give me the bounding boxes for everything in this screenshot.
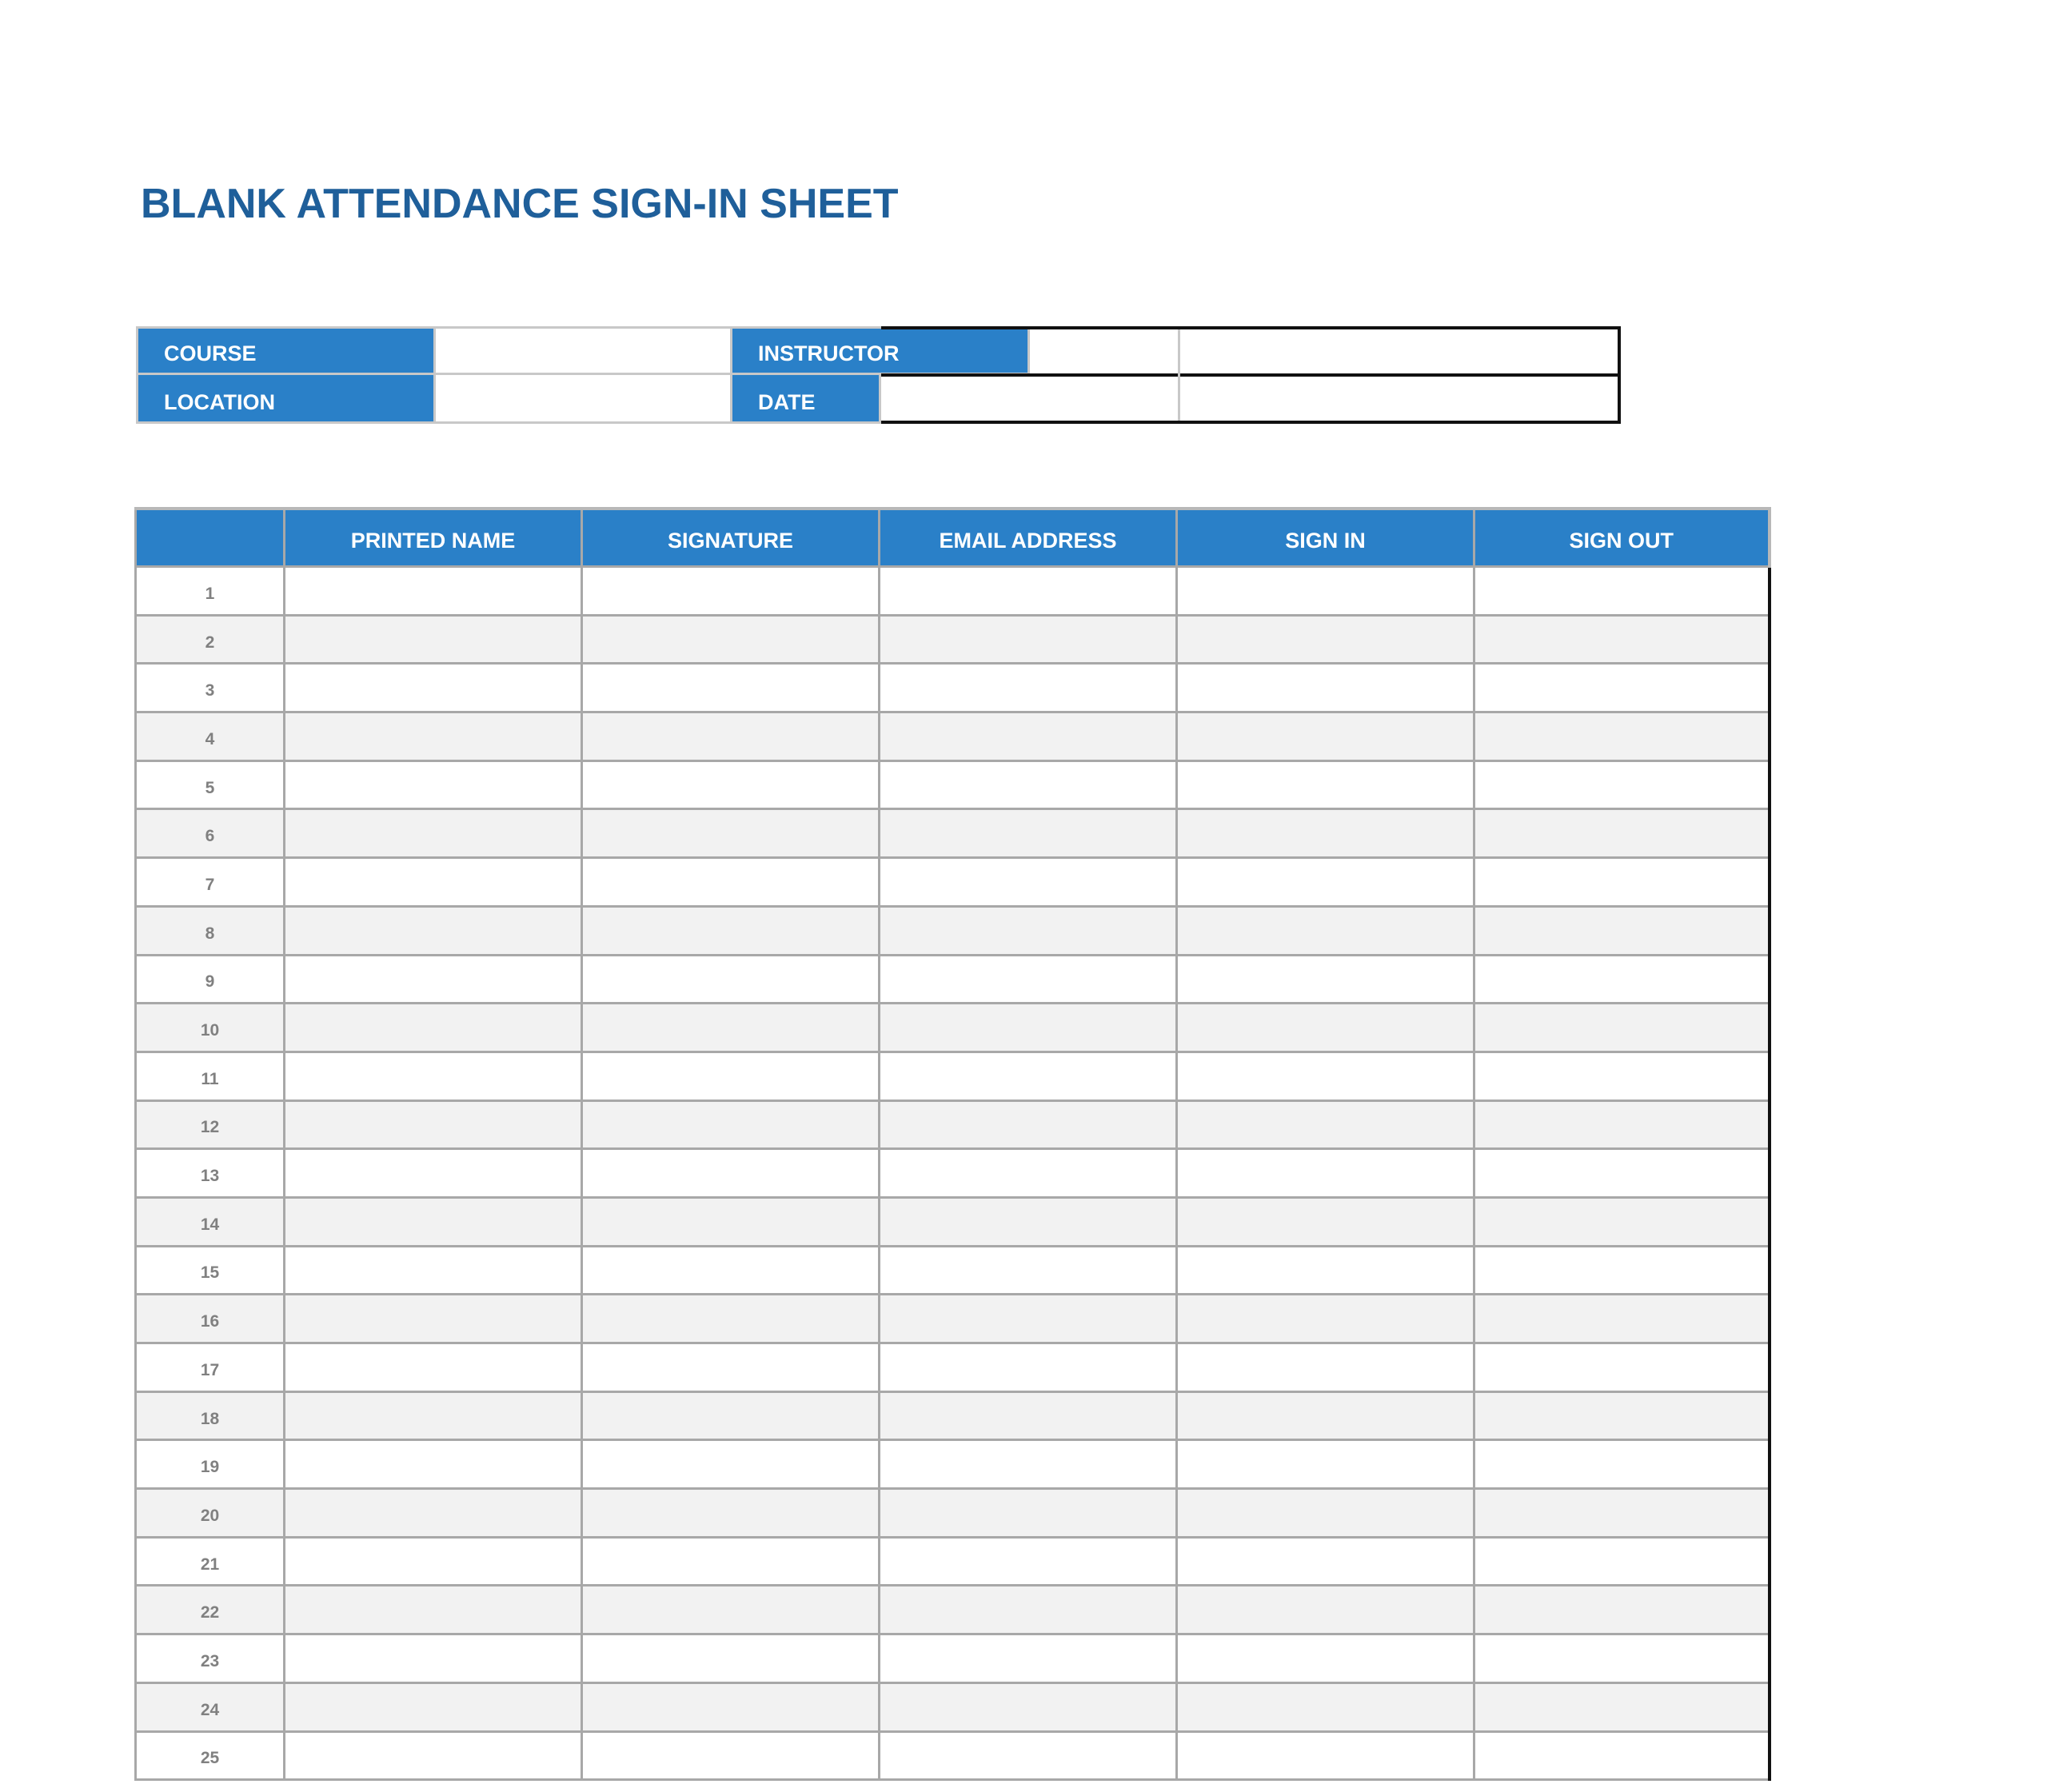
sign-out-cell[interactable]	[1474, 809, 1770, 858]
printed-name-cell[interactable]	[285, 1246, 582, 1295]
signature-cell[interactable]	[582, 1004, 880, 1052]
printed-name-cell[interactable]	[285, 906, 582, 955]
sign-in-cell[interactable]	[1177, 1004, 1474, 1052]
sign-out-cell[interactable]	[1474, 906, 1770, 955]
table-header-row	[136, 509, 1770, 567]
sign-in-cell[interactable]	[1177, 712, 1474, 761]
sign-in-cell[interactable]	[1177, 1537, 1474, 1586]
signature-cell[interactable]	[582, 760, 880, 809]
outline-bottom	[881, 421, 1621, 424]
printed-name-cell[interactable]	[285, 760, 582, 809]
course-field[interactable]	[433, 326, 732, 375]
course-label: COURSE	[136, 326, 436, 375]
sign-out-cell[interactable]	[1474, 1343, 1770, 1392]
row-number: 22	[136, 1586, 285, 1634]
email-address-cell[interactable]	[880, 712, 1177, 761]
column-header-signature: SIGNATURE	[582, 509, 880, 567]
signature-cell[interactable]	[582, 664, 880, 712]
table-row	[136, 1149, 1770, 1198]
signature-cell[interactable]	[582, 1634, 880, 1683]
email-address-cell[interactable]	[880, 1100, 1177, 1149]
email-address-cell[interactable]	[880, 1391, 1177, 1440]
email-address-cell[interactable]	[880, 1489, 1177, 1538]
row-number: 9	[136, 955, 285, 1004]
printed-name-cell[interactable]	[285, 1004, 582, 1052]
row-number: 12	[136, 1100, 285, 1149]
printed-name-cell[interactable]	[285, 1489, 582, 1538]
table-row	[136, 955, 1770, 1004]
signature-cell[interactable]	[582, 955, 880, 1004]
sign-in-cell[interactable]	[1177, 1149, 1474, 1198]
email-address-cell[interactable]	[880, 1343, 1177, 1392]
email-address-cell[interactable]	[880, 1246, 1177, 1295]
sign-out-cell[interactable]	[1474, 567, 1770, 616]
location-label: LOCATION	[136, 373, 436, 424]
sign-in-cell[interactable]	[1177, 906, 1474, 955]
sign-out-cell[interactable]	[1474, 712, 1770, 761]
table-row	[136, 1052, 1770, 1100]
signature-cell[interactable]	[582, 1295, 880, 1343]
sign-out-cell[interactable]	[1474, 615, 1770, 664]
page-title: BLANK ATTENDANCE SIGN-IN SHEET	[141, 181, 899, 227]
table-row	[136, 1682, 1770, 1731]
sign-in-cell[interactable]	[1177, 1682, 1474, 1731]
row-number: 19	[136, 1440, 285, 1489]
row-number: 8	[136, 906, 285, 955]
sign-out-cell[interactable]	[1474, 1149, 1770, 1198]
printed-name-cell[interactable]	[285, 1586, 582, 1634]
printed-name-cell[interactable]	[285, 1343, 582, 1392]
course-info-block	[136, 326, 1623, 424]
signature-cell[interactable]	[582, 1489, 880, 1538]
table-row	[136, 1004, 1770, 1052]
sign-in-cell[interactable]	[1177, 1246, 1474, 1295]
signature-cell[interactable]	[582, 1440, 880, 1489]
sign-in-cell[interactable]	[1177, 1586, 1474, 1634]
sign-in-cell[interactable]	[1177, 615, 1474, 664]
outline-top	[881, 326, 1621, 329]
printed-name-cell[interactable]	[285, 1682, 582, 1731]
row-number: 10	[136, 1004, 285, 1052]
sign-in-cell[interactable]	[1177, 1052, 1474, 1100]
printed-name-cell[interactable]	[285, 1052, 582, 1100]
table-row	[136, 567, 1770, 616]
signature-cell[interactable]	[582, 1682, 880, 1731]
sign-in-cell[interactable]	[1177, 567, 1474, 616]
sign-in-cell[interactable]	[1177, 1343, 1474, 1392]
signature-cell[interactable]	[582, 567, 880, 616]
table-row	[136, 1295, 1770, 1343]
signature-cell[interactable]	[582, 906, 880, 955]
sign-out-cell[interactable]	[1474, 1489, 1770, 1538]
sign-out-cell[interactable]	[1474, 664, 1770, 712]
signature-cell[interactable]	[582, 809, 880, 858]
signature-cell[interactable]	[582, 1197, 880, 1246]
table-row	[136, 906, 1770, 955]
date-label: DATE	[730, 373, 881, 424]
email-address-cell[interactable]	[880, 1197, 1177, 1246]
sign-in-cell[interactable]	[1177, 1295, 1474, 1343]
sign-out-cell[interactable]	[1474, 1100, 1770, 1149]
email-address-cell[interactable]	[880, 1586, 1177, 1634]
printed-name-cell[interactable]	[285, 1731, 582, 1780]
table-row	[136, 1586, 1770, 1634]
sign-in-cell[interactable]	[1177, 1197, 1474, 1246]
email-address-cell[interactable]	[880, 906, 1177, 955]
divider-line	[1178, 329, 1180, 421]
row-number: 17	[136, 1343, 285, 1392]
row-number: 25	[136, 1731, 285, 1780]
printed-name-cell[interactable]	[285, 1295, 582, 1343]
attendance-table	[134, 507, 1771, 1781]
email-address-cell[interactable]	[880, 567, 1177, 616]
table-row	[136, 1100, 1770, 1149]
location-field[interactable]	[433, 373, 732, 424]
sign-in-cell[interactable]	[1177, 1440, 1474, 1489]
printed-name-cell[interactable]	[285, 615, 582, 664]
date-field[interactable]	[881, 375, 1623, 421]
printed-name-cell[interactable]	[285, 809, 582, 858]
sign-out-cell[interactable]	[1474, 1295, 1770, 1343]
table-row	[136, 615, 1770, 664]
printed-name-cell[interactable]	[285, 1391, 582, 1440]
email-address-cell[interactable]	[880, 955, 1177, 1004]
sign-in-cell[interactable]	[1177, 955, 1474, 1004]
row-number: 16	[136, 1295, 285, 1343]
sign-out-cell[interactable]	[1474, 760, 1770, 809]
row-number: 7	[136, 858, 285, 907]
email-address-cell[interactable]	[880, 1295, 1177, 1343]
instructor-field[interactable]	[1030, 326, 1623, 375]
email-address-cell[interactable]	[880, 858, 1177, 907]
printed-name-cell[interactable]	[285, 1197, 582, 1246]
row-number: 13	[136, 1149, 285, 1198]
sign-in-cell[interactable]	[1177, 1731, 1474, 1780]
sign-out-cell[interactable]	[1474, 1634, 1770, 1683]
table-row	[136, 858, 1770, 907]
row-number: 11	[136, 1052, 285, 1100]
signature-cell[interactable]	[582, 1586, 880, 1634]
email-address-cell[interactable]	[880, 664, 1177, 712]
printed-name-cell[interactable]	[285, 1100, 582, 1149]
printed-name-cell[interactable]	[285, 567, 582, 616]
sign-out-cell[interactable]	[1474, 1052, 1770, 1100]
signature-cell[interactable]	[582, 1537, 880, 1586]
sign-out-cell[interactable]	[1474, 1537, 1770, 1586]
printed-name-cell[interactable]	[285, 712, 582, 761]
sign-out-cell[interactable]	[1474, 1197, 1770, 1246]
column-header-number	[136, 509, 285, 567]
printed-name-cell[interactable]	[285, 1149, 582, 1198]
email-address-cell[interactable]	[880, 809, 1177, 858]
sign-in-cell[interactable]	[1177, 760, 1474, 809]
row-number: 15	[136, 1246, 285, 1295]
signature-cell[interactable]	[582, 858, 880, 907]
outline-right	[1618, 326, 1621, 424]
signature-cell[interactable]	[582, 1149, 880, 1198]
column-header-sign-out: SIGN OUT	[1474, 509, 1770, 567]
row-number: 18	[136, 1391, 285, 1440]
row-number: 4	[136, 712, 285, 761]
email-address-cell[interactable]	[880, 1052, 1177, 1100]
sign-out-cell[interactable]	[1474, 1391, 1770, 1440]
table-row	[136, 809, 1770, 858]
sign-in-cell[interactable]	[1177, 664, 1474, 712]
signature-cell[interactable]	[582, 712, 880, 761]
table-row	[136, 664, 1770, 712]
email-address-cell[interactable]	[880, 1537, 1177, 1586]
row-number: 20	[136, 1489, 285, 1538]
table-row	[136, 712, 1770, 761]
row-number: 5	[136, 760, 285, 809]
table-row	[136, 1489, 1770, 1538]
email-address-cell[interactable]	[880, 1149, 1177, 1198]
sign-in-cell[interactable]	[1177, 1634, 1474, 1683]
row-number: 24	[136, 1682, 285, 1731]
sign-in-cell[interactable]	[1177, 1391, 1474, 1440]
sign-in-cell[interactable]	[1177, 1100, 1474, 1149]
signature-cell[interactable]	[582, 1100, 880, 1149]
table-row	[136, 760, 1770, 809]
sign-out-cell[interactable]	[1474, 955, 1770, 1004]
sign-out-cell[interactable]	[1474, 1682, 1770, 1731]
row-number: 6	[136, 809, 285, 858]
email-address-cell[interactable]	[880, 615, 1177, 664]
signature-cell[interactable]	[582, 1391, 880, 1440]
sign-in-cell[interactable]	[1177, 858, 1474, 907]
signature-cell[interactable]	[582, 615, 880, 664]
instructor-label: INSTRUCTOR	[730, 326, 1030, 375]
column-header-sign-in: SIGN IN	[1177, 509, 1474, 567]
column-header-printed-name: PRINTED NAME	[285, 509, 582, 567]
sign-out-cell[interactable]	[1474, 1586, 1770, 1634]
email-address-cell[interactable]	[880, 1440, 1177, 1489]
table-row	[136, 1343, 1770, 1392]
printed-name-cell[interactable]	[285, 858, 582, 907]
row-number: 14	[136, 1197, 285, 1246]
sign-out-cell[interactable]	[1474, 1246, 1770, 1295]
table-row	[136, 1440, 1770, 1489]
sign-out-cell[interactable]	[1474, 858, 1770, 907]
sign-in-cell[interactable]	[1177, 1489, 1474, 1538]
table-row	[136, 1731, 1770, 1780]
email-address-cell[interactable]	[880, 1682, 1177, 1731]
table-row	[136, 1391, 1770, 1440]
sign-in-cell[interactable]	[1177, 809, 1474, 858]
signature-cell[interactable]	[582, 1246, 880, 1295]
email-address-cell[interactable]	[880, 1731, 1177, 1780]
row-number: 2	[136, 615, 285, 664]
table-row	[136, 1197, 1770, 1246]
signature-cell[interactable]	[582, 1052, 880, 1100]
table-row	[136, 1246, 1770, 1295]
row-number: 1	[136, 567, 285, 616]
printed-name-cell[interactable]	[285, 1634, 582, 1683]
signature-cell[interactable]	[582, 1731, 880, 1780]
printed-name-cell[interactable]	[285, 1537, 582, 1586]
signature-cell[interactable]	[582, 1343, 880, 1392]
email-address-cell[interactable]	[880, 1634, 1177, 1683]
printed-name-cell[interactable]	[285, 955, 582, 1004]
outline-middle	[881, 373, 1621, 377]
sign-out-cell[interactable]	[1474, 1731, 1770, 1780]
row-number: 21	[136, 1537, 285, 1586]
printed-name-cell[interactable]	[285, 664, 582, 712]
row-number: 23	[136, 1634, 285, 1683]
email-address-cell[interactable]	[880, 760, 1177, 809]
printed-name-cell[interactable]	[285, 1440, 582, 1489]
column-header-email-address: EMAIL ADDRESS	[880, 509, 1177, 567]
email-address-cell[interactable]	[880, 1004, 1177, 1052]
row-number: 3	[136, 664, 285, 712]
sign-out-cell[interactable]	[1474, 1004, 1770, 1052]
table-row	[136, 1537, 1770, 1586]
sign-out-cell[interactable]	[1474, 1440, 1770, 1489]
table-row	[136, 1634, 1770, 1683]
